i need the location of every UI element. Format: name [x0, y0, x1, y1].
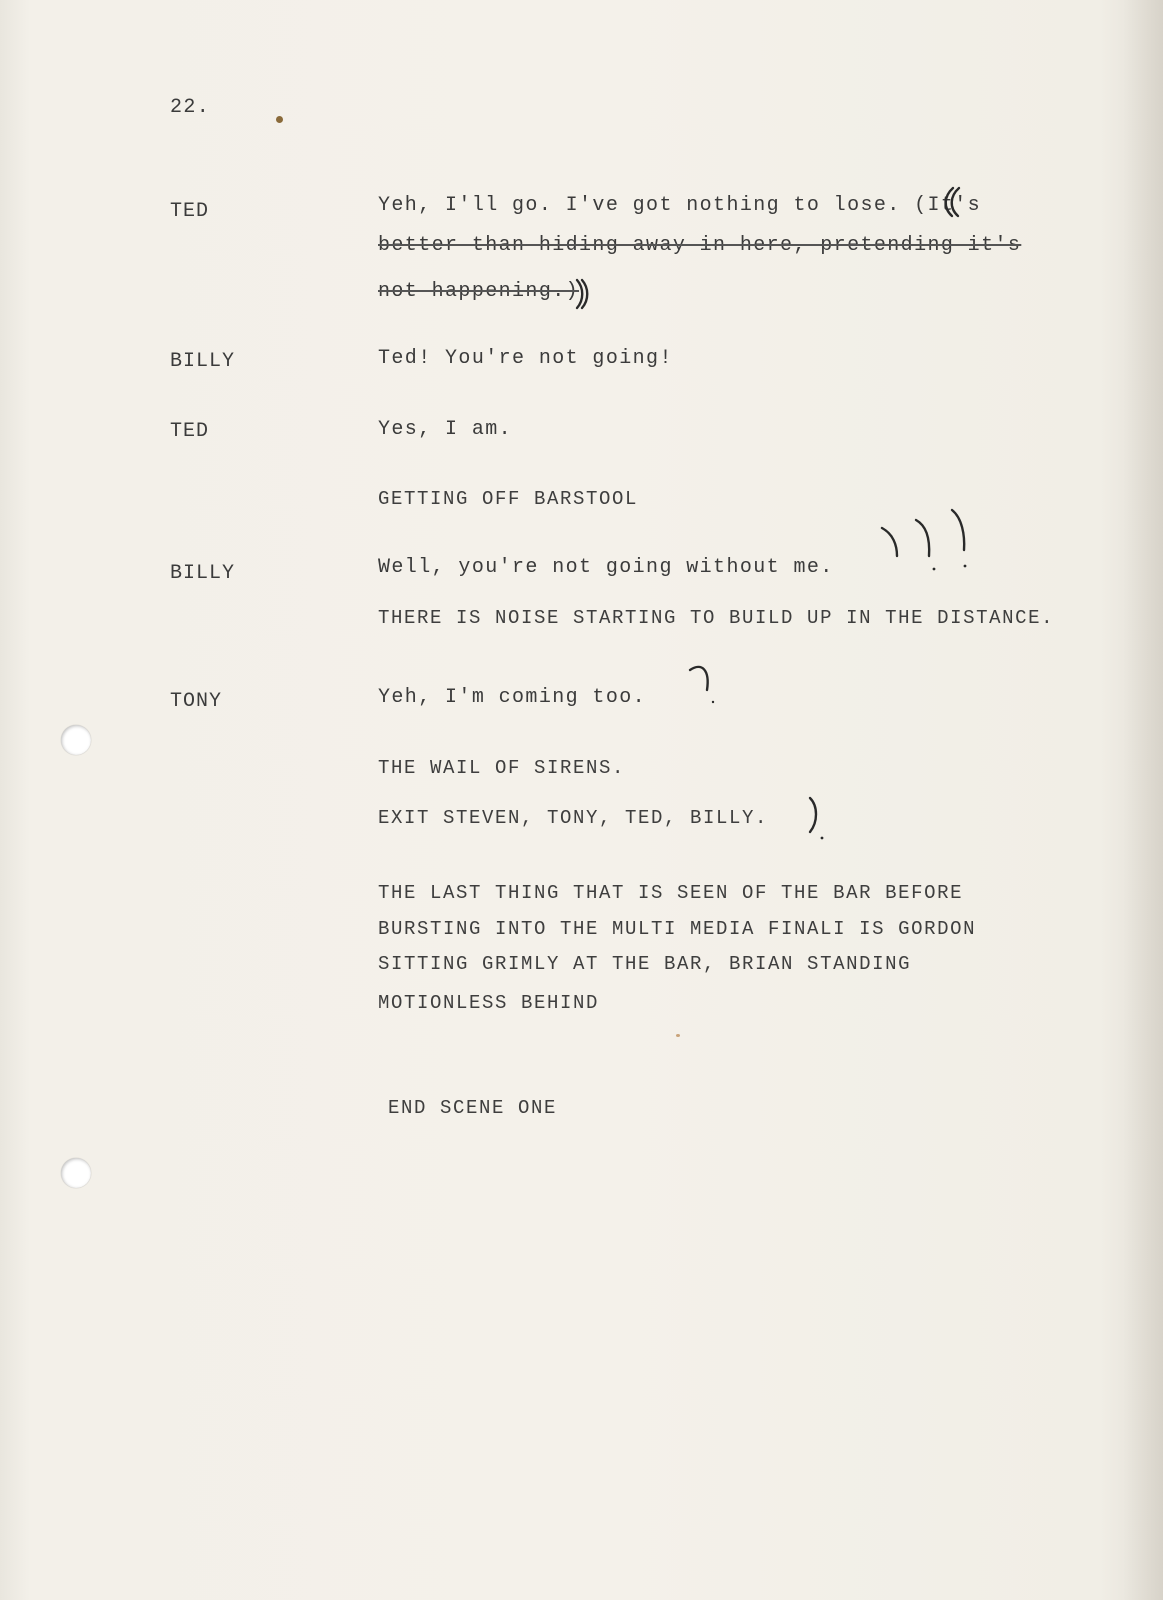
stage-direction: SITTING GRIMLY AT THE BAR, BRIAN STANDING	[378, 953, 912, 975]
dialogue-line: Yes, I am.	[378, 418, 513, 441]
dialogue-line: Yeh, I'm coming too.	[378, 686, 647, 709]
speaker-name: TED	[170, 420, 210, 443]
paper-speck	[676, 1034, 680, 1037]
dialogue-text: Yeh, I'll go. I've got nothing to lose. (It's	[378, 194, 982, 217]
cue-mark	[952, 510, 964, 550]
scene-end-marker: END SCENE ONE	[388, 1097, 558, 1119]
dialogue-line: Ted! You're not going!	[378, 347, 673, 370]
stage-direction: MOTIONLESS BEHIND	[378, 992, 600, 1014]
dialogue-line-struck: not happening.)	[378, 280, 580, 303]
speaker-name: BILLY	[170, 562, 236, 585]
dialogue-line	[378, 194, 981, 218]
bracket-mark	[810, 798, 816, 832]
bracket-mark	[582, 280, 587, 308]
speaker-name: TED	[170, 200, 210, 223]
stage-direction: GETTING OFF BARSTOOL	[378, 488, 639, 510]
cue-mark	[916, 520, 929, 556]
dialogue-line-struck: better than hiding away in here, pretending it's	[378, 234, 1022, 257]
paper-speck	[276, 116, 283, 123]
speaker-name: TONY	[170, 690, 223, 713]
stage-direction: THE LAST THING THAT IS SEEN OF THE BAR BEFORE	[378, 882, 964, 904]
speaker-name: BILLY	[170, 350, 236, 373]
punch-hole-upper	[61, 725, 91, 755]
cue-mark	[882, 528, 897, 556]
cue-mark	[690, 667, 708, 690]
stage-direction: THE WAIL OF SIRENS.	[378, 757, 626, 779]
punch-hole-lower	[61, 1158, 91, 1188]
stage-direction: EXIT STEVEN, TONY, TED, BILLY.	[378, 807, 769, 829]
stage-direction: THERE IS NOISE STARTING TO BUILD UP IN THE DISTANCE.	[378, 607, 1055, 629]
page-number: 22.	[170, 96, 211, 119]
stage-direction: BURSTING INTO THE MULTI MEDIA FINALI IS GORDON	[378, 918, 977, 940]
dialogue-line: Well, you're not going without me.	[378, 556, 834, 579]
